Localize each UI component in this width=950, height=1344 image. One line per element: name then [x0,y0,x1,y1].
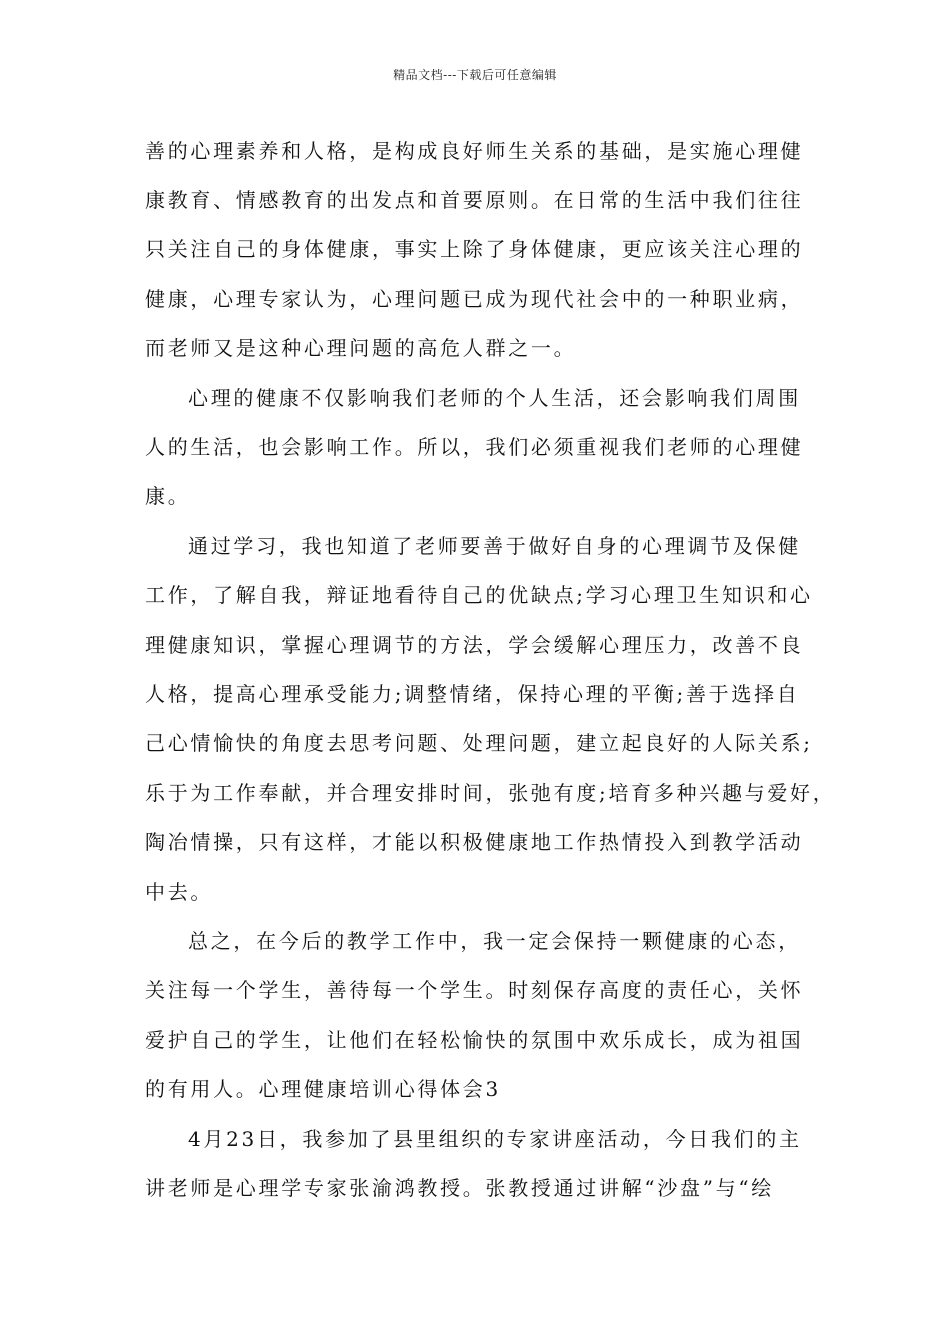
text-line: 康。 [145,484,191,508]
text-line: 陶冶情操，只有这样，才能以积极健康地工作热情投入到教学活动 [145,830,804,854]
text-line: 乐于为工作奉献，并合理安排时间，张弛有度;培育多种兴趣与爱好， [145,781,836,805]
text-line: 的有用人。心理健康培训心得体会3 [145,1077,501,1101]
text-line: 只关注自己的身体健康，事实上除了身体健康，更应该关注心理的 [145,237,804,261]
page-header: 精品文档---下载后可任意编辑 [393,68,557,82]
text-line: 理健康知识，掌握心理调节的方法，学会缓解心理压力，改善不良 [145,633,804,657]
text-line: 康教育、情感教育的出发点和首要原则。在日常的生活中我们往往 [145,188,804,212]
text-line: 爱护自己的学生，让他们在轻松愉快的氛围中欢乐成长，成为祖国 [145,1028,804,1052]
paragraph-first-line: 通过学习，我也知道了老师要善于做好自身的心理调节及保健 [188,534,801,558]
text-line: 健康，心理专家认为，心理问题已成为现代社会中的一种职业病， [145,287,804,311]
paragraph-first-line: 总之，在今后的教学工作中，我一定会保持一颗健康的心态， [188,929,801,953]
paragraph-first-line: 4月23日，我参加了县里组织的专家讲座活动，今日我们的主 [188,1127,802,1151]
text-line: 中去。 [145,880,214,904]
text-line: 人格，提高心理承受能力;调整情绪，保持心理的平衡;善于选择自 [145,682,800,706]
text-line: 关注每一个学生，善待每一个学生。时刻保存高度的责任心，关怀 [145,978,804,1002]
text-line: 己心情愉快的角度去思考问题、处理问题，建立起良好的人际关系; [145,731,813,755]
text-line: 工作，了解自我，辩证地看待自己的优缺点;学习心理卫生知识和心 [145,583,813,607]
paragraph-first-line: 心理的健康不仅影响我们老师的个人生活，还会影响我们周围 [188,386,801,410]
text-line: 讲老师是心理学专家张渝鸿教授。张教授通过讲解“沙盘”与“绘 [145,1176,774,1200]
text-line: 而老师又是这种心理问题的高危人群之一。 [145,336,577,360]
text-line: 人的生活，也会影响工作。所以，我们必须重视我们老师的心理健 [145,435,804,459]
text-line: 善的心理素养和人格，是构成良好师生关系的基础，是实施心理健 [145,139,804,163]
